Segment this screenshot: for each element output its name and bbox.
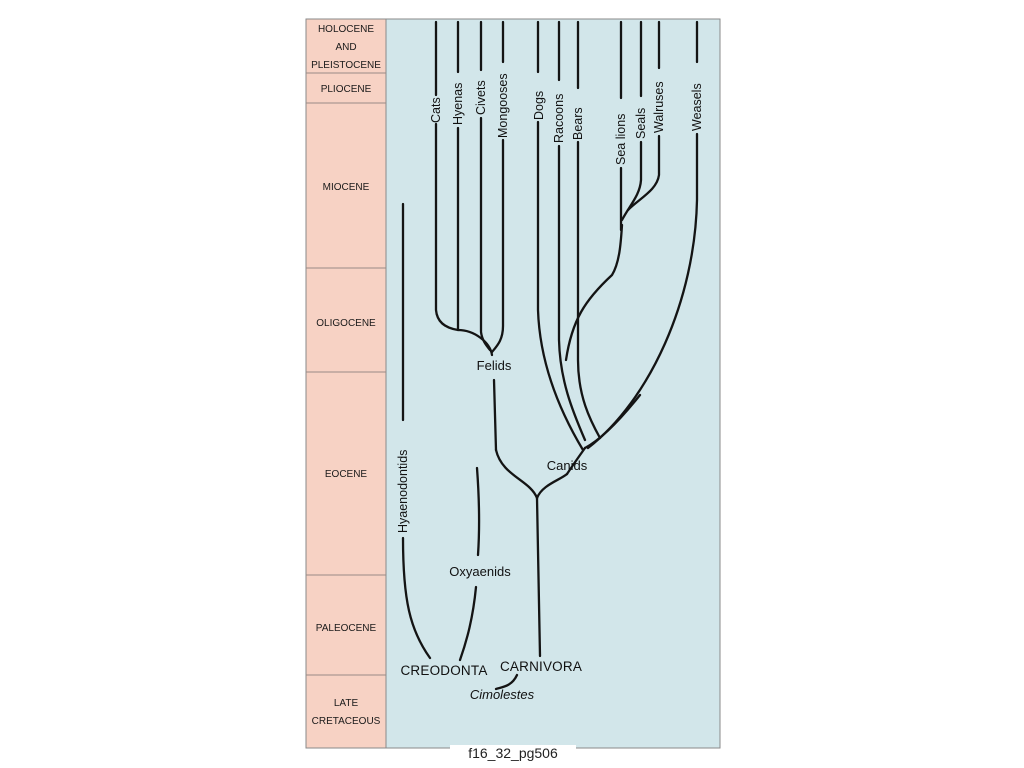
label-walruses: Walruses bbox=[652, 81, 666, 133]
label-racoons: Racoons bbox=[552, 93, 566, 143]
label-seals: Seals bbox=[634, 107, 648, 139]
label-oxyaenids: Oxyaenids bbox=[449, 564, 511, 579]
label-civets: Civets bbox=[474, 80, 488, 115]
label-mongooses: Mongooses bbox=[496, 73, 510, 138]
era-label-late-cretaceous-line1: LATE bbox=[333, 698, 359, 709]
era-label-pliocene: PLIOCENE bbox=[320, 84, 372, 95]
era-label-holocene-line1: HOLOCENE bbox=[317, 24, 375, 35]
label-creodonta: CREODONTA bbox=[400, 663, 488, 678]
label-weasels: Weasels bbox=[690, 83, 704, 131]
label-cimolestes: Cimolestes bbox=[469, 687, 535, 702]
label-felids: Felids bbox=[476, 358, 512, 373]
era-label-miocene: MIOCENE bbox=[322, 182, 370, 193]
era-label-late-cretaceous-line2: CRETACEOUS bbox=[311, 716, 381, 727]
era-column bbox=[306, 19, 386, 748]
era-label-oligocene: OLIGOCENE bbox=[316, 318, 376, 329]
label-carnivora: CARNIVORA bbox=[499, 659, 583, 674]
label-canids: Canids bbox=[546, 458, 588, 473]
label-sea-lions: Sea lions bbox=[614, 113, 628, 165]
era-label-eocene: EOCENE bbox=[324, 469, 368, 480]
era-label-holocene-line2: AND bbox=[335, 42, 357, 53]
label-bears: Bears bbox=[571, 107, 585, 140]
era-label-holocene-line3: PLEISTOCENE bbox=[311, 60, 381, 71]
label-hyenas: Hyenas bbox=[451, 82, 465, 125]
label-cats: Cats bbox=[429, 97, 443, 123]
era-label-paleocene: PALEOCENE bbox=[315, 623, 377, 634]
figure-caption: f16_32_pg506 bbox=[450, 745, 576, 761]
label-hyaenodontids: Hyaenodontids bbox=[396, 449, 410, 533]
label-dogs: Dogs bbox=[532, 90, 546, 120]
